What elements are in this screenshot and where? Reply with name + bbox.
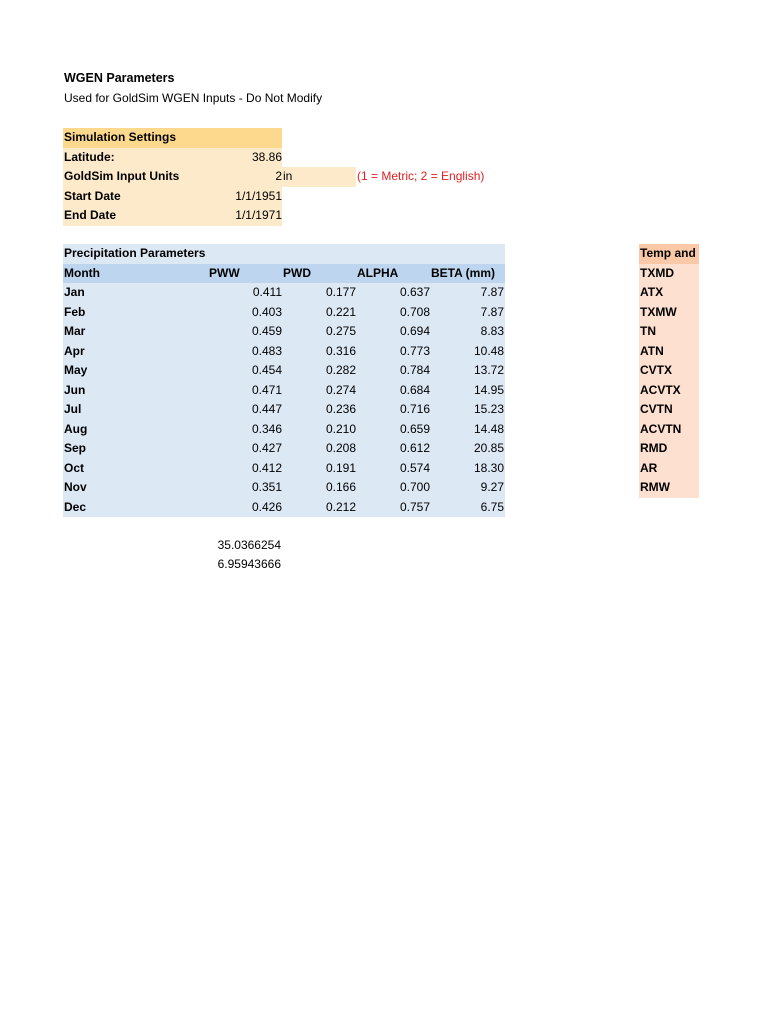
temp-param-label: TXMD xyxy=(640,265,674,280)
beta-cell: 14.95 xyxy=(473,382,504,397)
month-cell: Sep xyxy=(64,441,87,455)
alpha-cell: 0.694 xyxy=(399,324,430,338)
pwd-cell: 0.316 xyxy=(325,343,356,358)
month-cell: Jan xyxy=(64,285,85,299)
precip-table-body xyxy=(63,283,505,517)
column-header-month[interactable]: Month xyxy=(64,265,100,280)
settings-label: Latitude: xyxy=(64,149,115,164)
temp-param-cell[interactable] xyxy=(639,322,699,342)
pww-cell: 0.447 xyxy=(251,402,282,416)
table-row[interactable] xyxy=(63,361,505,381)
temp-param-cell[interactable] xyxy=(639,478,699,498)
temp-param-cell[interactable] xyxy=(639,420,699,440)
temp-param-cell[interactable] xyxy=(639,303,699,323)
settings-row-end-date[interactable] xyxy=(63,206,282,226)
alpha-cell: 0.637 xyxy=(399,285,430,299)
beta-cell: 14.48 xyxy=(473,421,504,436)
column-header-pww[interactable]: PWW xyxy=(209,265,240,280)
beta-cell: 6.75 xyxy=(480,499,504,514)
pwd-cell: 0.275 xyxy=(325,324,356,338)
temp-param-cell[interactable] xyxy=(639,439,699,459)
alpha-cell: 0.659 xyxy=(399,421,430,436)
settings-value: 1/1/1971 xyxy=(235,208,282,222)
pww-cell: 0.471 xyxy=(251,382,282,397)
precipitation-parameters-table xyxy=(63,244,505,517)
alpha-cell: 0.773 xyxy=(399,343,430,358)
month-cell: Nov xyxy=(64,480,87,494)
precip-column-header-row xyxy=(63,264,505,284)
temp-param-cell[interactable] xyxy=(639,342,699,362)
pww-cell: 0.459 xyxy=(251,324,282,338)
temp-param-cell[interactable] xyxy=(639,283,699,303)
month-cell: Apr xyxy=(64,343,85,358)
table-row[interactable] xyxy=(63,342,505,362)
pwd-cell: 0.177 xyxy=(325,285,356,299)
pww-cell: 0.426 xyxy=(251,499,282,514)
table-row[interactable] xyxy=(63,478,505,498)
temp-param-label: RMW xyxy=(640,480,670,494)
temp-table-body xyxy=(639,264,699,498)
pwd-cell: 0.274 xyxy=(325,382,356,397)
alpha-cell: 0.700 xyxy=(399,480,430,494)
beta-cell: 7.87 xyxy=(480,304,504,319)
pww-cell: 0.427 xyxy=(251,441,282,455)
table-row[interactable] xyxy=(63,498,505,518)
settings-label: End Date xyxy=(64,208,117,222)
calc-value-cell[interactable]: 35.0366254 xyxy=(217,538,281,552)
month-cell: May xyxy=(64,363,88,377)
pww-cell: 0.346 xyxy=(251,421,282,436)
pww-cell: 0.454 xyxy=(251,363,282,377)
month-cell: Feb xyxy=(64,304,86,319)
table-row[interactable] xyxy=(63,322,505,342)
pwd-cell: 0.210 xyxy=(325,421,356,436)
precip-header: Precipitation Parameters xyxy=(64,246,206,260)
temp-param-label: ACVTN xyxy=(640,421,682,436)
beta-cell: 20.85 xyxy=(473,441,504,455)
alpha-cell: 0.716 xyxy=(399,402,430,416)
alpha-cell: 0.612 xyxy=(399,441,430,455)
beta-cell: 8.83 xyxy=(480,324,504,338)
temp-param-label: CVTX xyxy=(640,363,673,377)
settings-value: 38.86 xyxy=(251,149,282,164)
calc-value-cell[interactable]: 6.95943666 xyxy=(217,557,281,571)
temp-param-cell[interactable] xyxy=(639,400,699,420)
temp-param-cell[interactable] xyxy=(639,459,699,479)
column-header-beta[interactable]: BETA (mm) xyxy=(431,265,495,280)
temp-param-label: CVTN xyxy=(640,402,673,416)
temp-param-label: TXMW xyxy=(640,304,677,319)
alpha-cell: 0.574 xyxy=(399,460,430,475)
month-cell: Oct xyxy=(64,460,85,475)
pwd-cell: 0.236 xyxy=(325,402,356,416)
input-units-note: (1 = Metric; 2 = English) xyxy=(357,169,485,183)
pww-cell: 0.411 xyxy=(252,285,282,299)
pww-cell: 0.412 xyxy=(251,460,282,475)
input-units-unit-cell[interactable] xyxy=(282,167,356,187)
beta-cell: 15.23 xyxy=(473,402,504,416)
temp-param-label: TN xyxy=(640,324,656,338)
pww-cell: 0.351 xyxy=(251,480,282,494)
temp-param-label: RMD xyxy=(640,441,668,455)
table-row[interactable] xyxy=(63,283,505,303)
settings-label: Start Date xyxy=(64,188,121,203)
sheet-title: WGEN Parameters xyxy=(64,71,175,85)
temp-param-label: ATX xyxy=(640,285,664,299)
temp-param-label: AR xyxy=(640,460,658,475)
pwd-cell: 0.166 xyxy=(325,480,356,494)
alpha-cell: 0.708 xyxy=(399,304,430,319)
settings-label: GoldSim Input Units xyxy=(64,169,180,183)
input-units-unit: in xyxy=(283,169,293,183)
sheet-subtitle: Used for GoldSim WGEN Inputs - Do Not Modify xyxy=(64,91,323,105)
alpha-cell: 0.684 xyxy=(399,382,430,397)
temp-param-label: ATN xyxy=(640,343,664,358)
alpha-cell: 0.757 xyxy=(399,499,430,514)
pww-cell: 0.483 xyxy=(251,343,282,358)
precip-header-row[interactable] xyxy=(63,244,505,264)
pww-cell: 0.403 xyxy=(251,304,282,319)
settings-value: 2 xyxy=(275,169,282,183)
temp-param-cell[interactable] xyxy=(639,264,699,284)
simulation-settings-table xyxy=(63,128,282,226)
month-cell: Mar xyxy=(64,324,86,338)
table-row[interactable] xyxy=(63,420,505,440)
month-cell: Jul xyxy=(64,402,82,416)
settings-header: Simulation Settings xyxy=(64,130,177,144)
alpha-cell: 0.784 xyxy=(399,363,430,377)
month-cell: Aug xyxy=(64,421,88,436)
table-row[interactable] xyxy=(63,381,505,401)
table-row[interactable] xyxy=(63,439,505,459)
column-header-alpha[interactable]: ALPHA xyxy=(357,265,399,280)
settings-value: 1/1/1951 xyxy=(235,188,282,203)
table-row[interactable] xyxy=(63,400,505,420)
pwd-cell: 0.212 xyxy=(325,499,356,514)
temperature-parameters-table xyxy=(639,244,699,498)
beta-cell: 10.48 xyxy=(473,343,504,358)
month-cell: Dec xyxy=(64,499,87,514)
beta-cell: 9.27 xyxy=(480,480,504,494)
settings-row-latitude[interactable] xyxy=(63,148,282,168)
pwd-cell: 0.221 xyxy=(325,304,356,319)
settings-header-cell[interactable] xyxy=(63,128,282,148)
settings-row-input-units[interactable] xyxy=(63,167,282,187)
temp-header-cell[interactable] xyxy=(639,244,699,264)
month-cell: Jun xyxy=(64,382,86,397)
table-row[interactable] xyxy=(63,459,505,479)
pwd-cell: 0.191 xyxy=(325,460,356,475)
temp-header: Temp and xyxy=(640,246,696,260)
pwd-cell: 0.282 xyxy=(325,363,356,377)
temp-param-label: ACVTX xyxy=(640,382,681,397)
beta-cell: 18.30 xyxy=(473,460,504,475)
temp-param-cell[interactable] xyxy=(639,361,699,381)
beta-cell: 7.87 xyxy=(480,285,504,299)
table-row[interactable] xyxy=(63,303,505,323)
column-header-pwd[interactable]: PWD xyxy=(283,265,311,280)
beta-cell: 13.72 xyxy=(473,363,504,377)
pwd-cell: 0.208 xyxy=(325,441,356,455)
settings-row-start-date[interactable] xyxy=(63,187,282,207)
temp-param-cell[interactable] xyxy=(639,381,699,401)
